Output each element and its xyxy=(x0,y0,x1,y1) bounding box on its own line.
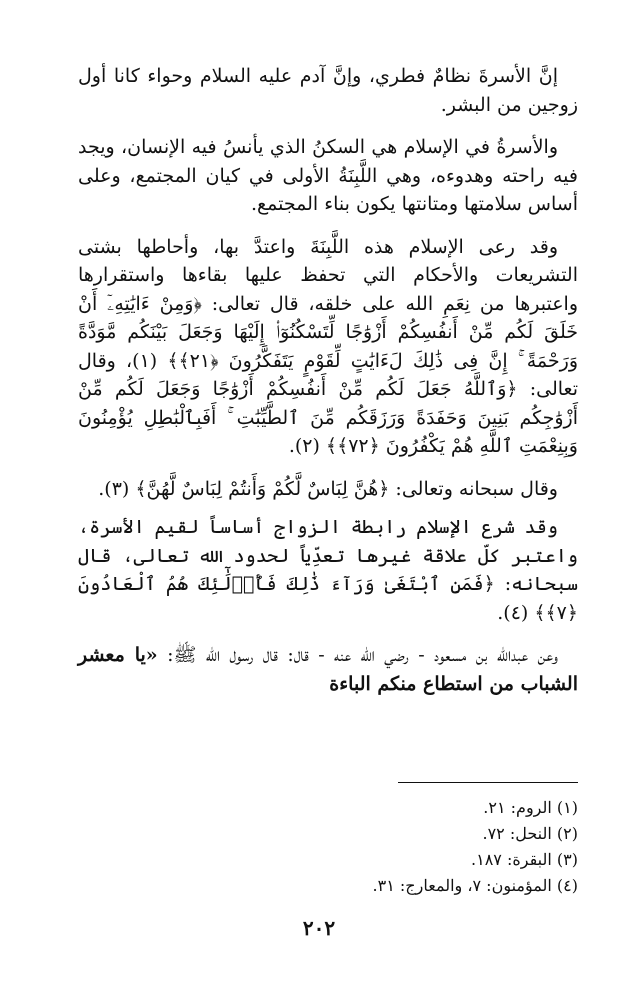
page-number: ٢٠٢ xyxy=(302,916,336,940)
paragraph-family-nature: إنَّ الأسرةَ نظامٌ فطري، وإنَّ آدم عليه السلام وحواء كانا أول زوجين من البشر. xyxy=(78,65,578,116)
paragraph-marriage-bond: وقد شرع الإسلام رابطة الزواج أساساً لقيم الأسرة، واعتبر كلّ علاقة غيرها تعدِّياً لحدود الله تعالى، قال سبحانه: ﴿فَمَنِ ٱبْتَغَىٰ وَرَآءَ ذَٰلِكَ فَأُو۟لَٰٓئِكَ هُمُ ٱلْعَادُونَ ﴿٧﴾﴾ (٤). xyxy=(78,516,578,624)
page-body xyxy=(78,62,578,712)
footnote-divider xyxy=(398,782,578,783)
paragraph-hadith xyxy=(78,641,578,698)
paragraph-libas-verse: وقال سبحانه وتعالى: ﴿هُنَّ لِبَاسٌ لَّكُمْ وَأَنتُمْ لِبَاسٌ لَّهُنَّ﴾ (٣). xyxy=(98,477,558,500)
paragraph-quran-verses: وقد رعى الإسلام هذه اللَّبِنَةَ واعتدَّ بها، وأحاطها بشتى التشريعات والأحكام التي تحفظ عليها بقاءها واستقرارها واعتبرها من نِعَمِ الله على خلقه، قال تعالى: ﴿وَمِنْ ءَايَٰتِهِۦٓ أَنْ خَلَقَ لَكُم مِّنْ أَنفُسِكُمْ أَزْوَٰجًا لِّتَسْكُنُوٓا۟ إِلَيْهَا وَجَعَلَ بَيْنَكُم مَّوَدَّةً وَرَحْمَةً ۚ إِنَّ فِى ذَٰلِكَ لَءَايَٰتٍ لِّقَوْمٍ يَتَفَكَّرُونَ ﴿٢١﴾﴾ (١)، وقال تعالى: ﴿وَٱللَّهُ جَعَلَ لَكُم مِّنْ أَنفُسِكُمْ أَزْوَٰجًا وَجَعَلَ لَكُم مِّنْ أَزْوَٰجِكُم بَنِينَ وَحَفَدَةً وَرَزَقَكُم مِّنَ ٱلطَّيِّبَٰتِ ۚ أَفَبِٱلْبَٰطِلِ يُؤْمِنُونَ وَبِنِعْمَتِ ٱللَّهِ هُمْ يَكْفُرُونَ ﴿٧٢﴾﴾ (٢). xyxy=(78,235,578,457)
footnotes xyxy=(78,782,578,899)
footnote-1: (١) الروم: ٢١. xyxy=(483,798,578,817)
footnote-3: (٣) البقرة: ١٨٧. xyxy=(471,850,578,869)
hadith-quote: «يا معشر الشباب من استطاع منكم الباءة xyxy=(78,644,578,695)
hadith-intro: وعن عبدالله بن مسعود - رضي الله عنه - قال: قال رسول الله ﷺ: xyxy=(157,644,558,666)
footnote-4: (٤) المؤمنون: ٧، والمعارج: ٣١. xyxy=(372,876,578,895)
footnote-2: (٢) النحل: ٧٢. xyxy=(482,824,578,843)
paragraph-family-in-islam: والأسرةُ في الإسلام هي السكنُ الذي يأنسُ فيه الإنسان، ويجد فيه راحته وهدوءه، وهي اللَّبِنَةُ الأولى في كيان المجتمع، وعلى أساس سلامتها ومتانتها يكون بناء المجتمع. xyxy=(78,136,578,215)
